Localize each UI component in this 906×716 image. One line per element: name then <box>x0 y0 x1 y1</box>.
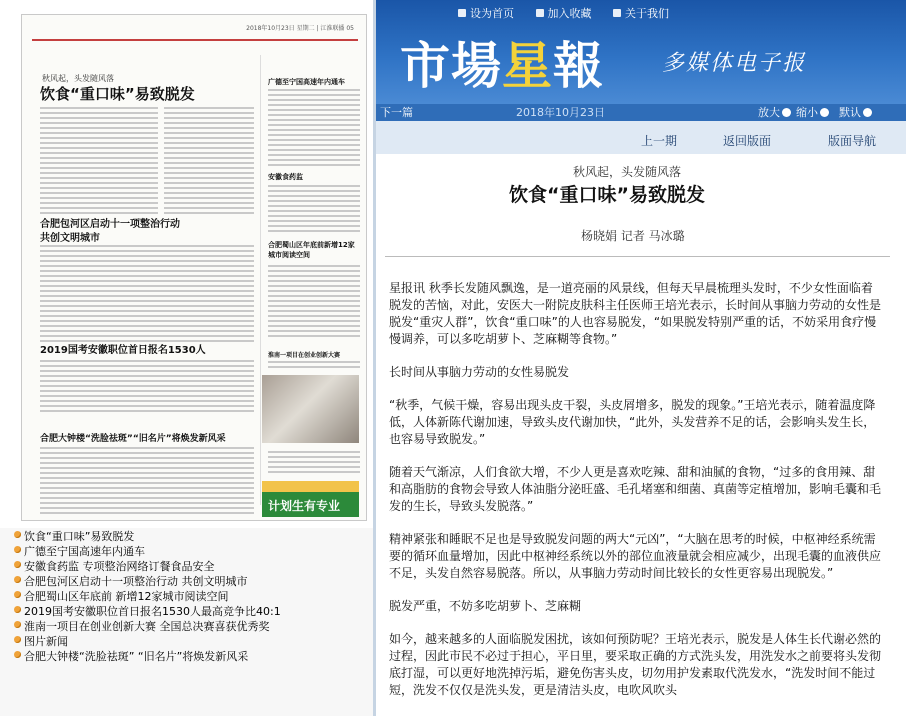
thumbnail-text-block <box>268 185 360 235</box>
thumbnail-text-block <box>268 451 360 476</box>
thumbnail-text-block <box>40 360 254 415</box>
article-subheading: 长时间从事脑力劳动的女性易脱发 <box>389 365 570 379</box>
thumbnail-meta <box>246 23 354 32</box>
article-paragraph: 随着天气渐凉，人们食欲大增，不少人更是喜欢吃辣、甜和油腻的食物，“过多的食用辣、甜和高脂肪的食物会导致人体油脂分泌旺盛、毛孔堵塞和细菌、真菌等定植增加，影响毛囊和毛发的生长，导致头发脱落。” <box>389 465 881 513</box>
back-to-layout-link[interactable]: 返回版面 <box>723 134 772 148</box>
brand-subtitle: 多媒体电子报 <box>662 51 807 76</box>
article-link[interactable]: 广德至宁国高速年内通车 <box>24 545 145 558</box>
thumbnail-text-block <box>40 107 158 217</box>
thumbnail-text-block <box>268 265 360 340</box>
favorite-icon <box>536 9 544 17</box>
right-pane <box>373 0 906 716</box>
zoom-default-label: 默认 <box>839 106 861 119</box>
thumbnail-text-block <box>40 447 254 517</box>
bullet-icon <box>14 561 21 568</box>
article-link[interactable]: 合肥大钟楼“洗脸祛斑” “旧名片”将焕发新风采 <box>24 650 249 663</box>
about-us-label: 关于我们 <box>625 7 669 20</box>
article-subheading: 脱发严重，不妨多吃胡萝卜、芝麻糊 <box>389 599 582 613</box>
article-paragraph: 星报讯 秋季长发随风飘逸，是一道亮丽的风景线，但每天早晨梳理头发时，不少女性面临着脱发的苦恼，对此，安医大一附院皮肤科主任医师王培光表示，长时间从事脑力劳动的女性是脱发“重灾人群”，饮食“重口味”的人也容易脱发，“如果脱发特别严重的话，不妨采用食疗慢慢调养，可以多吃胡萝卜、芝麻糊等食物。” <box>389 281 881 346</box>
thumbnail-headline[interactable]: 饮食“重口味”易致脱发 <box>40 85 195 103</box>
bullet-icon <box>14 636 21 643</box>
brand-logo <box>400 26 604 98</box>
thumbnail-header-rule <box>32 39 358 41</box>
thumbnail-section-title[interactable]: 合肥大钟楼“洗脸祛斑”“旧名片”将焕发新风采 <box>40 434 226 444</box>
zoom-out-label: 缩小 <box>796 106 818 119</box>
brand-logo-part: 報 <box>553 36 604 95</box>
home-icon <box>458 9 466 17</box>
article-list <box>14 529 369 664</box>
thumbnail-text-block <box>268 361 360 371</box>
bullet-icon <box>14 651 21 658</box>
bullet-icon <box>14 591 21 598</box>
article-byline: 杨晓娟 记者 马冰璐 <box>581 229 685 243</box>
list-item[interactable] <box>14 544 369 559</box>
brand-logo-part: 市場 <box>400 36 502 95</box>
thumbnail-section-title[interactable]: 安徽食药监 <box>268 173 303 181</box>
thumbnail-section-title[interactable]: 淮南一项目在创业创新大赛 <box>268 352 341 359</box>
article-kicker: 秋风起，头发随风落 <box>573 165 682 179</box>
thumbnail-advert-text: 计划生有专业 <box>268 499 341 513</box>
toolbar <box>376 104 906 121</box>
list-item[interactable] <box>14 559 369 574</box>
thumbnail-section-title[interactable]: 合肥包河区启动十一项整治行动 <box>40 219 180 230</box>
article-body <box>389 280 881 716</box>
list-item[interactable] <box>14 604 369 619</box>
thumbnail-text-block <box>268 89 360 169</box>
zoom-in-label: 放大 <box>758 106 780 119</box>
article-paragraph: “秋季，气候干燥，容易出现头皮干裂，头皮屑增多，脱发的现象。”王培光表示，随着温度降低，人体新陈代谢加速，导致头皮代谢加快，“此外，头发营养不足的话，会影响头发生长，也容易导致脱发。” <box>389 398 876 446</box>
zoom-out-button[interactable] <box>796 104 829 121</box>
list-item[interactable] <box>14 529 369 544</box>
article-title: 饮食“重口味”易致脱发 <box>509 184 705 206</box>
list-item[interactable] <box>14 619 369 634</box>
masthead-banner <box>376 0 906 104</box>
next-article-link[interactable]: 下一篇 <box>380 106 413 119</box>
sub-navigation <box>376 121 906 154</box>
list-item[interactable] <box>14 649 369 664</box>
bullet-icon <box>14 621 21 628</box>
add-favorite-link[interactable] <box>536 7 592 20</box>
previous-issue-link[interactable]: 上一期 <box>641 134 678 148</box>
thumbnail-date: 2018年10月23日 星期二 | 江淮联播 <box>246 25 345 32</box>
list-item[interactable] <box>14 574 369 589</box>
about-us-link[interactable] <box>613 7 669 20</box>
list-item[interactable] <box>14 634 369 649</box>
article-divider <box>385 256 890 257</box>
article-link[interactable]: 2019国考安徽职位首日报名1530人最高竞争比40:1 <box>24 605 281 618</box>
minus-icon <box>820 108 829 117</box>
left-pane <box>0 0 373 716</box>
add-favorite-label: 加入收藏 <box>547 7 592 20</box>
article-paragraph: 如今，越来越多的人面临脱发困扰，该如何预防呢？王培光表示，脱发是人体生长代谢必然的过程，因此市民不必过于担心，平日里，要采取正确的方式洗头发，用洗发水之前要将头发彻底打湿，可以更好地洗掉污垢，避免伤害头皮，切勿用护发素取代洗发水，“洗发时间不能过短，洗发不仅仅是洗头发，更是清洁头皮，电吹风吹头 <box>389 632 881 697</box>
article-link[interactable]: 安徽食药监 专项整治网络订餐食品安全 <box>24 560 215 573</box>
set-home-label: 设为首页 <box>470 7 514 20</box>
set-home-link[interactable] <box>458 7 514 20</box>
thumbnail-advert[interactable] <box>262 481 359 517</box>
thumbnail-kicker: 秋风起，头发随风落 <box>42 74 114 83</box>
thumbnail-photo[interactable] <box>262 375 359 443</box>
article-link[interactable]: 淮南一项目在创业创新大赛 全国总决赛喜获优秀奖 <box>24 620 270 633</box>
thumbnail-advert-stripe <box>262 481 359 492</box>
bullet-icon <box>14 546 21 553</box>
page-thumbnail-frame <box>0 0 373 528</box>
brand-logo-star: 星 <box>502 36 553 95</box>
thumbnail-page-number: 05 <box>346 25 354 32</box>
info-icon <box>613 9 621 17</box>
thumbnail-text-block <box>164 107 254 217</box>
banner-links <box>458 5 687 21</box>
thumbnail-column-divider <box>260 55 261 505</box>
article-link[interactable]: 图片新闻 <box>24 635 68 648</box>
plus-icon <box>782 108 791 117</box>
issue-date: 2018年10月23日 <box>516 106 605 119</box>
zoom-in-button[interactable] <box>758 104 791 121</box>
thumbnail-section-title[interactable]: 广德至宁国高速年内通车 <box>268 78 345 86</box>
article-paragraph: 精神紧张和睡眠不足也是导致脱发问题的两大“元凶”，“大脑在思考的时候，中枢神经系统需要的循环血量增加，因此中枢神经系统以外的部位血液量就会相应减少，出现毛囊的血液供应不足，头发自然容易脱落。所以，从事脑力劳动时间比较长的女性更容易出现脱发。” <box>389 532 881 580</box>
layout-navigation-link[interactable]: 版面导航 <box>828 134 877 148</box>
reset-icon <box>863 108 872 117</box>
bullet-icon <box>14 576 21 583</box>
article-link[interactable]: 合肥蜀山区年底前 新增12家城市阅读空间 <box>24 590 229 603</box>
list-item[interactable] <box>14 589 369 604</box>
bullet-icon <box>14 531 21 538</box>
thumbnail-section-title[interactable]: 合肥蜀山区年底前新增12家城市阅读空间 <box>268 241 355 259</box>
article-link[interactable]: 饮食“重口味”易致脱发 <box>24 530 135 543</box>
zoom-default-button[interactable] <box>839 104 872 121</box>
article-link[interactable]: 合肥包河区启动十一项整治行动 共创文明城市 <box>24 575 248 588</box>
page-thumbnail[interactable] <box>21 14 367 521</box>
thumbnail-text-block <box>40 245 254 345</box>
thumbnail-section-title[interactable]: 2019国考安徽职位首日报名1530人 <box>40 345 206 356</box>
bullet-icon <box>14 606 21 613</box>
thumbnail-section-subtitle: 共创文明城市 <box>40 233 100 244</box>
